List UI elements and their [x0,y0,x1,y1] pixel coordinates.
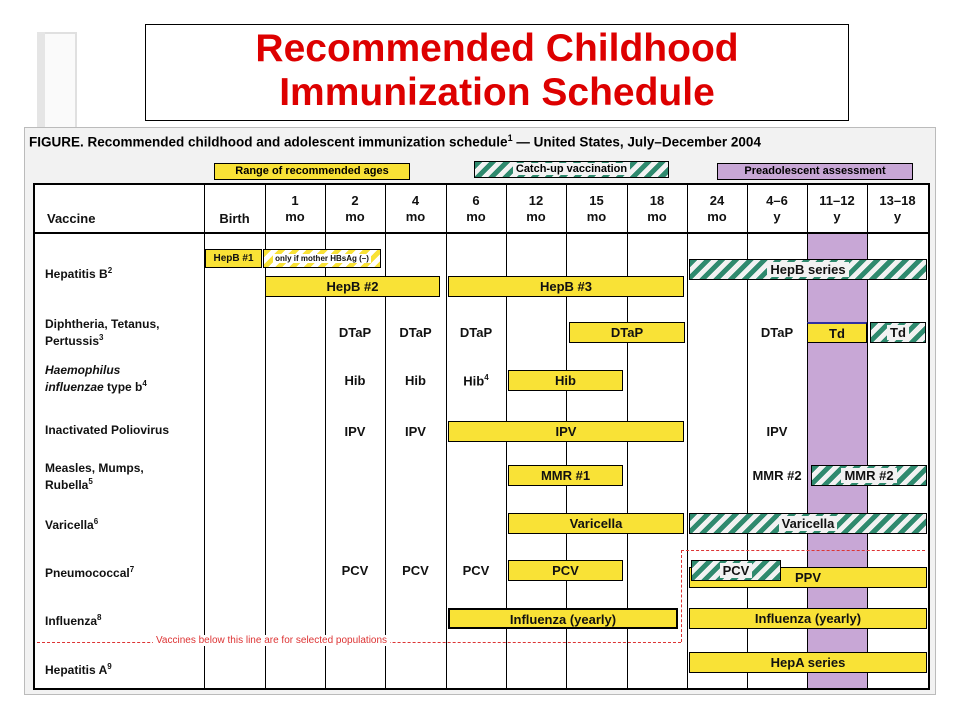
slide-title-line2: Immunization Schedule [279,71,715,114]
header-col: 6 mo [466,193,486,224]
bar-mmr2-catchup: MMR #2 [811,465,927,486]
slide-decoration-bar [37,32,45,128]
bar-hepb2: HepB #2 [265,276,440,297]
bar-hepb-only: only if mother HBsAg (–) [263,249,381,268]
selected-populations-line-top [681,550,925,551]
slide-title-line1: Recommended Childhood [255,27,739,70]
selected-populations-vline [681,550,682,642]
bar-hepb3: HepB #3 [448,276,684,297]
cell-dtap-4mo: DTaP [399,325,432,340]
grid-line [687,185,688,688]
vaccine-varicella: Varicella$^6$ [45,517,99,532]
cell-pcv-6mo: PCV [462,563,490,578]
vaccine-dtap: Diphtheria, Tetanus, Pertussis$^3$ [45,317,160,348]
bar-dtap-15-18: DTaP [569,322,685,343]
slide-title [145,24,849,121]
selected-populations-note: Vaccines below this line are for selected populations [153,635,390,646]
vaccine-influenza: Influenza$^8$ [45,613,102,628]
cell-hib-4mo: Hib [405,373,426,388]
header-col: 1 mo [285,193,305,224]
header-col: 4 mo [405,193,426,224]
bar-ipv: IPV [448,421,684,442]
vaccine-hepatitis-b: Hepatitis $B^2$ [45,266,113,281]
grid-line [446,185,447,688]
cell-dtap-2mo: DTaP [338,325,372,340]
legend-catchup: Catch-up vaccination [474,161,669,178]
header-divider [35,232,928,234]
header-col: 2 mo [345,193,365,224]
bar-pcv: PCV [508,560,623,581]
legend-preadolescent: Preadolescent assessment [717,163,913,180]
header-col: 12 mo [526,193,546,224]
bar-ppv: PPV [689,567,927,588]
bar-varicella-catchup: Varicella [689,513,927,534]
bar-td: Td [807,322,867,343]
cell-ipv-2mo: IPV [344,424,366,439]
vaccine-ipv: Inactivated Poliovirus [45,423,170,437]
bar-pcv-catchup: PCV [691,560,781,581]
header-col: 11–12 y [819,193,855,224]
schedule-grid [33,183,930,690]
bar-td-catchup: Td [870,322,926,343]
header-col: 24 mo [707,193,727,224]
header-col: 4–6 y [766,193,788,224]
cell-dtap-6mo: DTaP [459,325,493,340]
cell-hib-2mo: Hib [344,373,366,388]
cell-ipv-4mo: IPV [405,424,426,439]
legend-range: Range of recommended ages [214,163,410,180]
bar-influenza-1: Influenza (yearly) [448,608,678,629]
header-col: 13–18 y [879,193,916,224]
bar-hepb-series: HepB series [689,259,927,280]
cell-pcv-4mo: PCV [402,563,429,578]
figure-title: FIGURE. Recommended childhood and adolescent immunization schedule$^1$ — United States, July–December 2004 [29,133,761,150]
vaccine-pneumococcal: Pneumococcal$^7$ [45,565,135,580]
bar-hepb1: HepB #1 [205,249,262,268]
bar-hib: Hib [508,370,623,391]
header-vaccine: Vaccine [47,211,96,226]
cell-dtap-4-6y: DTaP [760,325,794,340]
bar-varicella: Varicella [508,513,684,534]
vaccine-hib: Haemophilus influenzae type $b^4$ [45,363,147,394]
header-col: 18 mo [647,193,667,224]
header-birth: Birth [219,211,250,226]
cell-ipv-4-6y: IPV [766,424,788,439]
cell-mmr2: MMR #2 [752,468,802,483]
vaccine-hepatitis-a: Hepatitis $A^9$ [45,662,112,677]
bar-hepa: HepA series [689,652,927,673]
cell-hib-6mo: Hib$^4$ [463,373,489,389]
vaccine-mmr: Measles, Mumps, Rubella$^5$ [45,461,144,492]
immunization-figure [24,127,936,695]
cell-pcv-2mo: PCV [341,563,369,578]
bar-influenza-2: Influenza (yearly) [689,608,927,629]
bar-mmr1: MMR #1 [508,465,623,486]
header-col: 15 mo [586,193,607,224]
